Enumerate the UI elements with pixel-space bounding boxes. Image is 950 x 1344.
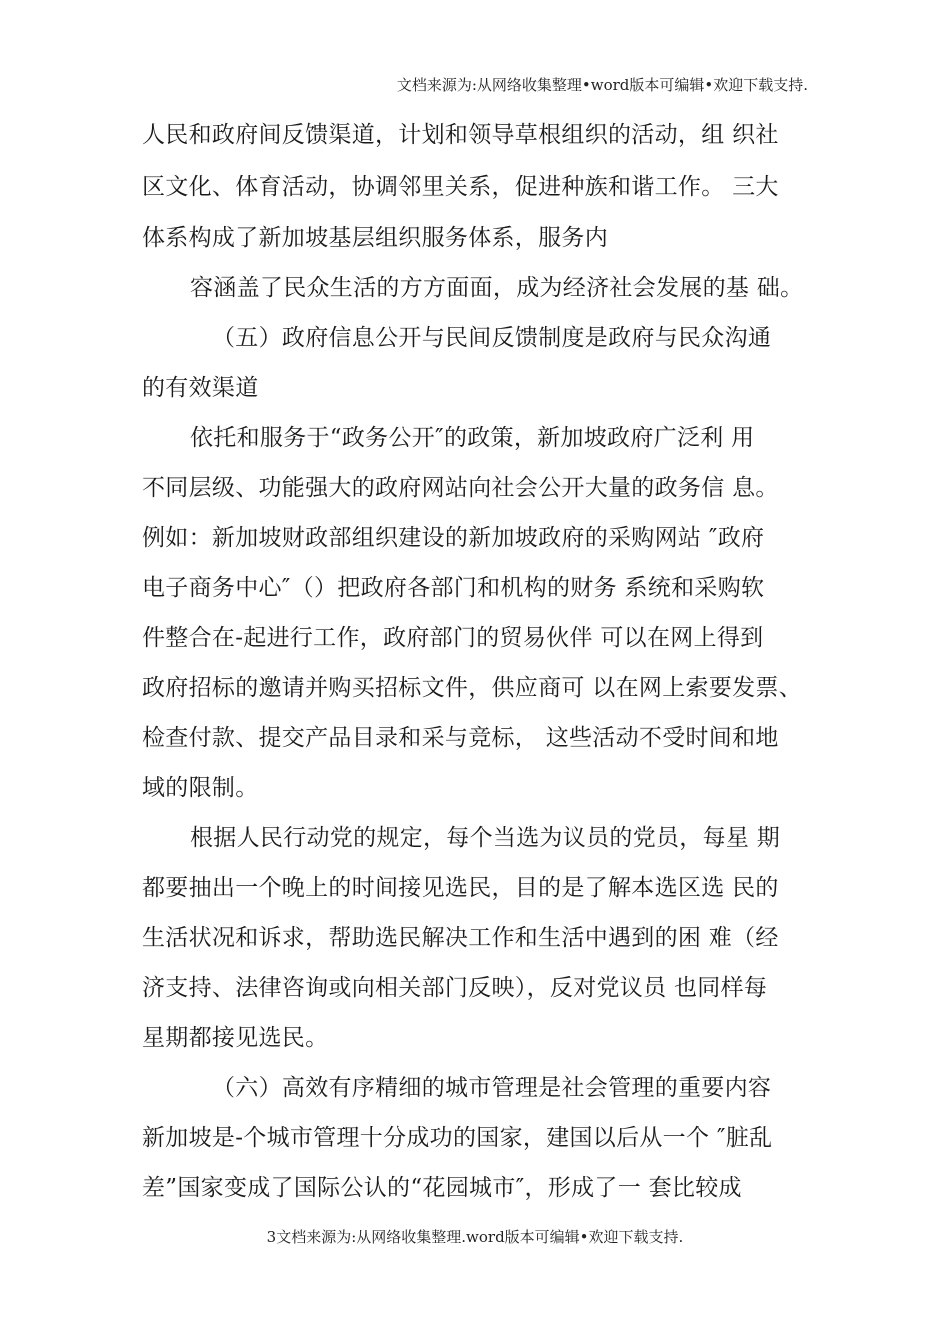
body-text-line: 人民和政府间反馈渠道，计划和领导草根组织的活动，组 织社 (142, 122, 779, 148)
body-text-line: 新加坡是-个城市管理十分成功的国家，建国以后从一个 ″脏乱 (142, 1125, 773, 1151)
body-text-line: 星期都接见选民。 (142, 1025, 329, 1051)
section-heading-continued: 的有效渠道 (142, 375, 259, 401)
page-footer: 3文档来源为:从网络收集整理.word版本可编辑•欢迎下载支持. (266, 1228, 684, 1246)
body-text-line: 都要抽出一个晚上的时间接见选民，目的是了解本选区选 民的 (142, 875, 779, 901)
page-header: 文档来源为:从网络收集整理•word版本可编辑•欢迎下载支持. (396, 76, 808, 94)
body-text-line: 检查付款、提交产品目录和采与竞标， 这些活动不受时间和地 (142, 725, 779, 751)
body-text-line: 依托和服务于“政务公开″的政策，新加坡政府广泛利 用 (190, 425, 755, 451)
body-text-line: 政府招标的邀请并购买招标文件，供应商可 以在网上索要发票、 (142, 675, 803, 701)
section-heading: （五）政府信息公开与民间反馈制度是政府与民众沟通 (212, 325, 772, 351)
body-text-line: 件整合在-起进行工作，政府部门的贸易伙伴 可以在网上得到 (142, 625, 764, 651)
body-text-line: 根据人民行动党的规定，每个当选为议员的党员，每星 期 (190, 825, 781, 851)
body-text-line: 域的限制。 (142, 775, 259, 801)
body-text-line: 济支持、法律咨询或向相关部门反映），反对党议员 也同样每 (142, 975, 768, 1001)
body-text-line: 差”国家变成了国际公认的“花园城市″，形成了一 套比较成 (142, 1175, 742, 1201)
body-text-line: 例如：新加坡财政部组织建设的新加坡政府的采购网站 ″政府 (142, 525, 765, 551)
body-text-line: 生活状况和诉求，帮助选民解决工作和生活中遇到的困 难（经 (142, 925, 779, 951)
body-text-line: 电子商务中心″（）把政府各部门和机构的财务 系统和采购软 (142, 575, 765, 601)
body-text-line: 体系构成了新加坡基层组织服务体系，服务内 (142, 225, 608, 251)
body-text-line: 区文化、体育活动，协调邻里关系，促进种族和谐工作。 三大 (142, 174, 779, 200)
body-text-line: 容涵盖了民众生活的方方面面，成为经济社会发展的基 础。 (190, 275, 804, 301)
section-heading: （六）高效有序精细的城市管理是社会管理的重要内容 (212, 1075, 772, 1101)
body-text-line: 不同层级、功能强大的政府网站向社会公开大量的政务信 息。 (142, 475, 779, 501)
